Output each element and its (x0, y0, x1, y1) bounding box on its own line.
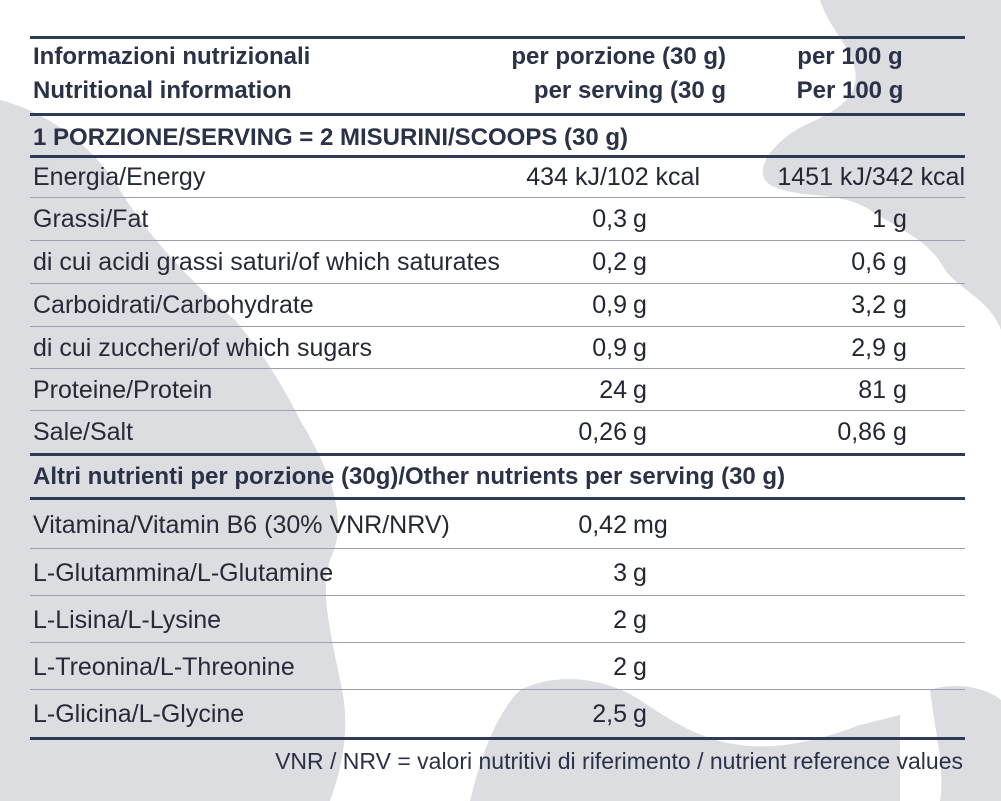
serving-note: 1 PORZIONE/SERVING = 2 MISURINI/SCOOPS (30 g) (33, 124, 629, 151)
per100-value: 81 (858, 376, 886, 404)
energy-label: Energia/Energy (33, 163, 206, 191)
row-divider (30, 689, 965, 690)
other-value: 2,5 (592, 700, 627, 728)
per100-unit: g (893, 334, 907, 362)
other-unit: g (633, 653, 647, 681)
nutrient-label: di cui acidi grassi saturi/of which saturates (33, 248, 500, 276)
nutrient-label: Proteine/Protein (33, 376, 213, 404)
bottom-rule (30, 737, 965, 740)
other-unit: mg (633, 511, 668, 539)
other-label: Vitamina/Vitamin B6 (30% VNR/NRV) (33, 511, 450, 539)
per100-value: 0,86 (837, 418, 886, 446)
per100-unit: g (893, 291, 907, 319)
other-title-rule (30, 497, 965, 500)
other-nutrients-title: Altri nutrienti per porzione (30g)/Other nutrients per serving (30 g) (33, 463, 786, 490)
serving-unit: g (633, 418, 647, 446)
other-unit: g (633, 559, 647, 587)
per100-unit: g (893, 248, 907, 276)
other-row-glutamine (0, 553, 1001, 593)
serving-value: 0,26 (578, 418, 627, 446)
nutrient-row-protein (0, 370, 1001, 410)
other-value: 2 (613, 653, 627, 681)
per100-value: 2,9 (851, 334, 886, 362)
serving-value: 0,3 (592, 205, 627, 233)
row-divider (30, 283, 965, 284)
header-label-column (33, 40, 310, 108)
other-label: L-Glicina/L-Glycine (33, 700, 245, 728)
row-divider (30, 197, 965, 198)
other-unit: g (633, 606, 647, 634)
serving-unit: g (633, 334, 647, 362)
serving-unit: g (633, 205, 647, 233)
serving-unit: g (633, 376, 647, 404)
row-divider (30, 326, 965, 327)
other-value: 3 (613, 559, 627, 587)
serving-value: 0,9 (592, 291, 627, 319)
other-row-vitamin-b6 (0, 505, 1001, 545)
other-row-lysine (0, 600, 1001, 640)
row-divider (30, 548, 965, 549)
per100-unit: g (893, 376, 907, 404)
other-value: 2 (613, 606, 627, 634)
energy-row (0, 157, 1001, 197)
header-label-en: Nutritional information (33, 77, 292, 104)
other-label: L-Treonina/L-Threonine (33, 653, 295, 681)
nutrient-row-salt (0, 412, 1001, 452)
row-divider (30, 240, 965, 241)
header-serving-it: per porzione (30 g) (511, 43, 726, 70)
header-rule (30, 113, 965, 116)
serving-unit: g (633, 248, 647, 276)
energy-per-100g: 1451 kJ/342 kcal (777, 163, 965, 191)
nutrient-row-sugars (0, 328, 1001, 368)
nutrient-row-carbohydrate (0, 285, 1001, 325)
header-serving-column (470, 40, 726, 108)
other-row-threonine (0, 647, 1001, 687)
nutrient-label: Carboidrati/Carbohydrate (33, 291, 314, 319)
header-per100-en: Per 100 g (796, 77, 904, 104)
other-label: L-Lisina/L-Lysine (33, 606, 222, 634)
nutrient-row-fat (0, 199, 1001, 239)
header-per100-it: per 100 g (797, 43, 903, 70)
nutrient-label: Sale/Salt (33, 418, 134, 446)
row-divider (30, 368, 965, 369)
per100-unit: g (893, 418, 907, 446)
other-section-rule (30, 453, 965, 456)
per100-value: 3,2 (851, 291, 886, 319)
other-row-glycine (0, 694, 1001, 734)
footnote: VNR / NRV = valori nutritivi di riferimento / nutrient reference values (275, 748, 963, 774)
energy-per-serving: 434 kJ/102 kcal (526, 163, 700, 191)
row-divider (30, 595, 965, 596)
other-unit: g (633, 700, 647, 728)
row-divider (30, 410, 965, 411)
per100-unit: g (893, 205, 907, 233)
header-label-it: Informazioni nutrizionali (33, 43, 311, 70)
header-per100-column (770, 40, 930, 108)
serving-value: 0,2 (592, 248, 627, 276)
nutrient-label: di cui zuccheri/of which sugars (33, 334, 373, 362)
row-divider (30, 642, 965, 643)
per100-value: 1 (872, 205, 886, 233)
serving-value: 24 (599, 376, 627, 404)
nutrient-row-saturates (0, 242, 1001, 282)
other-label: L-Glutammina/L-Glutamine (33, 559, 334, 587)
per100-value: 0,6 (851, 248, 886, 276)
top-rule (30, 36, 965, 39)
nutrient-label: Grassi/Fat (33, 205, 149, 233)
serving-unit: g (633, 291, 647, 319)
serving-value: 0,9 (592, 334, 627, 362)
other-value: 0,42 (578, 511, 627, 539)
header-serving-en: per serving (30 g (533, 77, 726, 104)
